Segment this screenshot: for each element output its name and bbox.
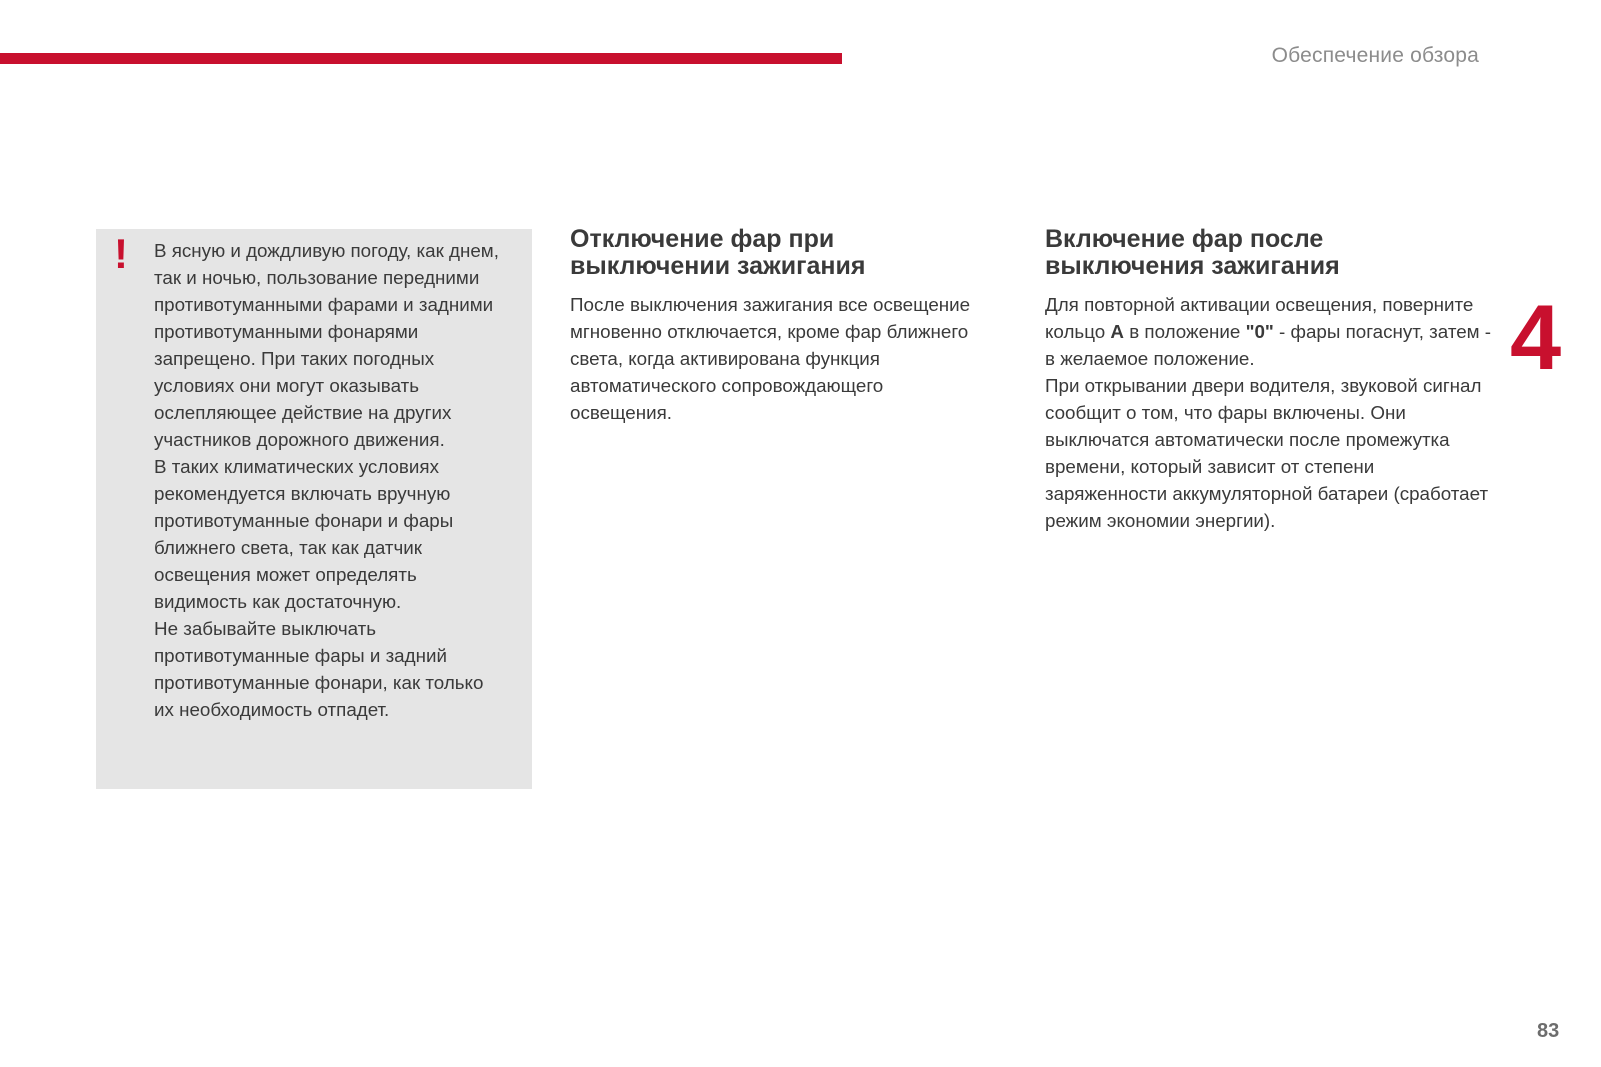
section-title: Обеспечение обзора xyxy=(1271,44,1479,67)
ring-label: A xyxy=(1110,321,1124,342)
exclamation-icon: ! xyxy=(114,230,128,277)
warning-paragraph: В ясную и дождливую погоду, как днем, так и ночью, пользование передними противотуманными фарами и задними противотуманными фонарями запрещено. При таких погодных условиях они могут оказывать ослепляющее действие на других участников дорожного движения. xyxy=(154,240,499,450)
chapter-number: 4 xyxy=(1510,287,1562,389)
position-label: "0" xyxy=(1245,321,1274,342)
body-text: Для повторной активации освещения, поверните кольцо xyxy=(1045,294,1474,342)
warning-paragraph: Не забывайте выключать противотуманные фары и задний противотуманные фонари, как только их необходимость отпадет. xyxy=(154,618,484,720)
section-heading: Отключение фар при выключении зажигания xyxy=(570,225,866,280)
warning-paragraph: В таких климатических условиях рекомендуется включать вручную противотуманные фонари и фары ближнего света, так как датчик освещения может определять видимость как достаточную. xyxy=(154,456,454,612)
section-heading: Включение фар после выключения зажигания xyxy=(1045,225,1340,280)
page-number: 83 xyxy=(1537,1020,1560,1042)
section-lights-on xyxy=(1045,226,1495,534)
section-body xyxy=(1045,291,1495,372)
body-text: в положение xyxy=(1124,321,1246,342)
section-lights-off xyxy=(570,226,980,426)
body-text: - фары погаснут, затем - в желаемое положение. xyxy=(1045,321,1492,369)
warning-text xyxy=(154,237,506,723)
header-accent-bar xyxy=(0,53,842,64)
warning-box xyxy=(96,229,532,789)
section-body: При открывании двери водителя, звуковой сигнал сообщит о том, что фары включены. Они выключатся автоматически после промежутка времени, который зависит от степени заряженности аккумуляторной батареи (сработает режим экономии энергии). xyxy=(1045,375,1489,531)
section-body: После выключения зажигания все освещение мгновенно отключается, кроме фар ближнего света, когда активирована функция автоматического сопровождающего освещения. xyxy=(570,294,971,423)
